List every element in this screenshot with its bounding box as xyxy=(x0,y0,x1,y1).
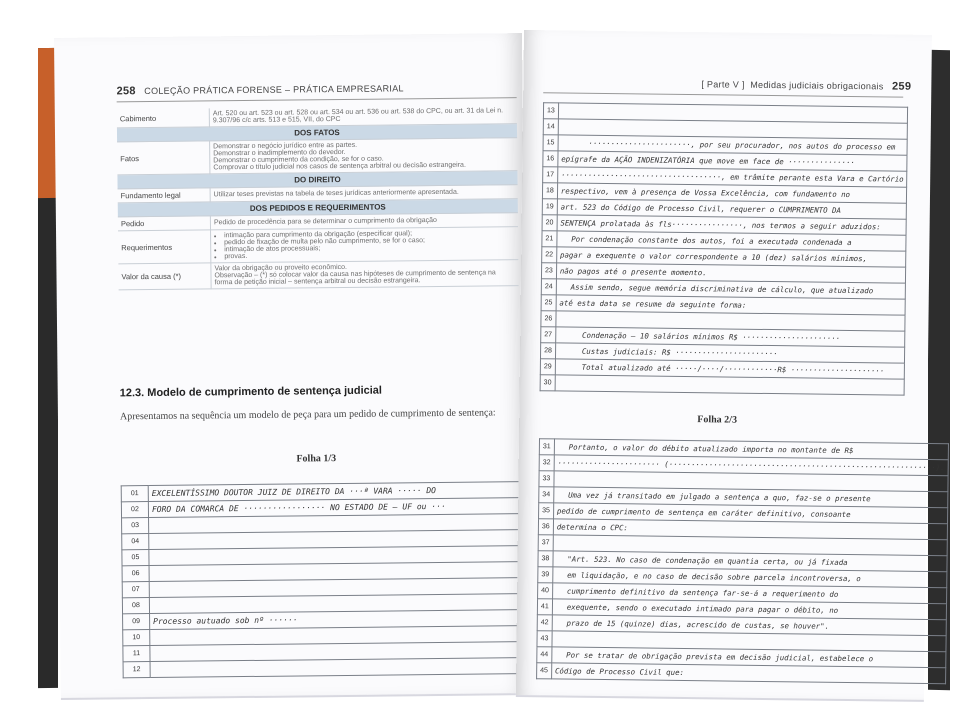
left-page-number: 258 xyxy=(116,85,136,98)
table-row xyxy=(117,138,517,175)
line-number: 30 xyxy=(540,375,555,391)
line-text: Por se tratar de obrigação prevista em decisão judicial, estabelece o xyxy=(552,647,946,668)
left-page xyxy=(54,33,529,700)
line-text xyxy=(555,375,905,395)
line-number: 10 xyxy=(123,630,150,646)
folha-2-label: Folha 2/3 xyxy=(697,414,738,426)
line-number: 45 xyxy=(537,663,552,679)
line-number: 37 xyxy=(538,535,553,551)
line-number: 16 xyxy=(543,151,558,167)
line-number: 14 xyxy=(543,119,558,135)
line-number: 01 xyxy=(121,486,148,502)
line-text xyxy=(150,658,522,678)
line-text: EXCELENTÍSSIMO DOUTOR JUIZ DE DIREITO DA ···ª VARA ····· DO xyxy=(148,482,520,502)
right-header-rule xyxy=(543,92,903,97)
line-number: 25 xyxy=(541,295,556,311)
line-number: 03 xyxy=(122,518,149,534)
intro-paragraph: Apresentamos na sequência um modelo de peça para um pedido de cumprimento de sentença: xyxy=(119,407,496,423)
left-header-rule xyxy=(117,97,517,102)
line-text: art. 523 do Código de Processo Civil, requerer o CUMPRIMENTO DA xyxy=(557,199,907,219)
line-number: 38 xyxy=(538,551,553,567)
row-key: Cabimento xyxy=(117,108,210,127)
line-text: prazo de 15 (quinze) dias, acrescido de custas, se houver". xyxy=(552,615,946,636)
row-key: Fundamento legal xyxy=(118,188,211,203)
form-line xyxy=(540,375,905,395)
line-text: Código de Processo Civil que: xyxy=(551,663,945,684)
list-item: • provas. xyxy=(224,250,515,260)
line-text: FORO DA COMARCA DE ················· NO ESTADO DE – UF ou ··· xyxy=(148,498,520,518)
line-text: determina o CPC: xyxy=(553,519,947,540)
line-number: 12 xyxy=(123,662,150,678)
row-value: Art. 520 ou art. 523 ou art. 528 ou art. 534 ou art. 536 ou art. 538 do CPC, ou art. 31 da Lei n. 9.307/96 c/c arts. 513 e 515, VII, do CPC xyxy=(209,105,517,127)
line-number: 20 xyxy=(542,215,557,231)
section-band-label: DOS PEDIDOS E REQUERIMENTOS xyxy=(118,199,518,217)
line-text: Condenação – 10 salários mínimos R$ ······················ xyxy=(555,327,905,347)
line-number: 34 xyxy=(539,487,554,503)
line-number: 07 xyxy=(122,582,149,598)
line-number: 27 xyxy=(541,327,556,343)
line-number: 21 xyxy=(542,231,557,247)
line-text: respectivo, vem à presença de Vossa Excelência, com fundamento no xyxy=(557,183,907,203)
list-item: • intimação para cumprimento da obrigação (especificar qual); xyxy=(224,229,515,239)
line-text: até esta data se resume da seguinte forma: xyxy=(556,295,906,315)
line-text: Custas judiciais: R$ ······················· xyxy=(555,343,905,363)
line-number: 28 xyxy=(540,343,555,359)
line-number: 24 xyxy=(541,279,556,295)
requirements-table xyxy=(117,105,519,290)
section-band-label: DO DIREITO xyxy=(117,171,517,189)
row-value: Pedido de procedência para se determinar o cumprimento da obrigação xyxy=(210,213,518,230)
section-band-label: DOS FATOS xyxy=(117,124,517,142)
line-number: 33 xyxy=(539,471,554,487)
list-item: • intimação de atos processuais; xyxy=(224,243,515,253)
line-text: ·······················, por seu procurador, nos autos do processo em xyxy=(558,135,908,155)
line-text: Assim sendo, segue memória discriminativa de cálculo, que atualizado xyxy=(556,279,906,299)
petition-form-sheet-1 xyxy=(121,481,523,678)
line-number: 26 xyxy=(541,311,556,327)
line-number: 05 xyxy=(122,550,149,566)
line-number: 13 xyxy=(543,103,558,119)
row-value: Utilizar teses previstas na tabela de teses jurídicas anteriormente apresentada. xyxy=(210,185,518,202)
line-number: 40 xyxy=(538,583,553,599)
line-number: 09 xyxy=(123,614,150,630)
table-row xyxy=(118,260,518,290)
line-text: cumprimento definitivo da sentença far-se-á a requerimento do xyxy=(552,583,946,604)
row-value: Valor da obrigação ou proveito econômico. Observação – (*) só colocar valor da causa nas hipóteses de cumprimento de sentença na forma de petição inicial – sentença arbitral ou decisão estrangeira. xyxy=(211,260,519,289)
line-number: 39 xyxy=(538,567,553,583)
row-value xyxy=(211,227,519,263)
line-text: Portanto, o valor do débito atualizado importa no montante de R$ xyxy=(554,439,948,460)
left-running-head xyxy=(116,82,403,97)
petition-form-sheet-2 xyxy=(536,438,949,684)
left-running-title: COLEÇÃO PRÁTICA FORENSE – PRÁTICA EMPRESARIAL xyxy=(144,83,404,97)
table-row xyxy=(118,227,518,264)
line-number: 44 xyxy=(537,647,552,663)
line-number: 04 xyxy=(122,534,149,550)
line-number: 22 xyxy=(542,247,557,263)
line-number: 18 xyxy=(542,183,557,199)
list-item: • pedido de fixação de multa pelo não cumprimento, se for o caso; xyxy=(224,236,515,246)
row-value: Demonstrar o negócio jurídico entre as partes. Demonstrar o inadimplemento do devedor. Demonstrar o cumprimento da condição, se for o caso. Comprovar o título judicial nos casos de sentença arbitral ou decisão estrangeira. xyxy=(210,138,518,174)
row-key: Fatos xyxy=(117,141,210,175)
line-number: 43 xyxy=(537,631,552,647)
row-key: Valor da causa (*) xyxy=(118,263,211,290)
right-running-title: Medidas judiciais obrigacionais xyxy=(750,79,884,92)
folha-1-label: Folha 1/3 xyxy=(296,453,337,465)
line-text: Por condenação constante dos autos, foi a executada condenada a xyxy=(557,231,907,251)
line-number: 06 xyxy=(122,566,149,582)
line-number: 31 xyxy=(539,439,554,455)
line-text: epígrafe da AÇÃO INDENIZATÓRIA que move em face de ··············· xyxy=(558,151,908,171)
line-text: pagar a exequente o valor correspondente a 10 (dez) salários mínimos, xyxy=(556,247,906,267)
line-number: 11 xyxy=(123,646,150,662)
line-text: Uma vez já transitado em julgado a sentença a quo, faz-se o presente xyxy=(554,487,948,508)
line-text: "Art. 523. No caso de condenação em quantia certa, ou já fixada xyxy=(553,551,947,572)
line-text: ······················· (····························································). xyxy=(554,455,948,476)
line-number: 32 xyxy=(539,455,554,471)
section-heading: 12.3. Modelo de cumprimento de sentença judicial xyxy=(119,384,383,400)
line-text: exequente, sendo o executado intimado para pagar o débito, no xyxy=(552,599,946,620)
right-page xyxy=(516,30,945,702)
right-running-head xyxy=(701,78,911,93)
line-text: não pagos até o presente momento. xyxy=(556,263,906,283)
line-number: 08 xyxy=(122,598,149,614)
line-text: Total atualizado até ·····/····/············R$ ····················· xyxy=(555,359,905,379)
line-number: 15 xyxy=(543,135,558,151)
right-page-number: 259 xyxy=(891,80,912,93)
requirements-list xyxy=(214,229,515,260)
form-line xyxy=(123,658,522,678)
line-number: 29 xyxy=(540,359,555,375)
row-key: Pedido xyxy=(118,216,211,231)
petition-form-sheet-1-cont xyxy=(540,102,909,395)
line-number: 02 xyxy=(121,502,148,518)
line-text: pedido de cumprimento de sentença em caráter definitivo, consoante xyxy=(553,503,947,524)
line-number: 42 xyxy=(537,615,552,631)
row-key: Requerimentos xyxy=(118,230,211,264)
line-text: em liquidação, e no caso de decisão sobre parcela incontroversa, o xyxy=(553,567,947,588)
open-book xyxy=(30,20,950,695)
line-number: 41 xyxy=(537,599,552,615)
line-number: 19 xyxy=(542,199,557,215)
line-text: ····································, em trâmite perante esta Vara e Cartório xyxy=(557,167,907,187)
line-text: Processo autuado sob nº ······ xyxy=(150,610,522,630)
line-text: SENTENÇA prolatada às fls················, nos termos a seguir aduzidos: xyxy=(557,215,907,235)
line-number: 35 xyxy=(539,503,554,519)
line-number: 23 xyxy=(541,263,556,279)
right-running-part: [ Parte V ] xyxy=(701,79,745,90)
line-number: 36 xyxy=(538,519,553,535)
line-number: 17 xyxy=(543,167,558,183)
